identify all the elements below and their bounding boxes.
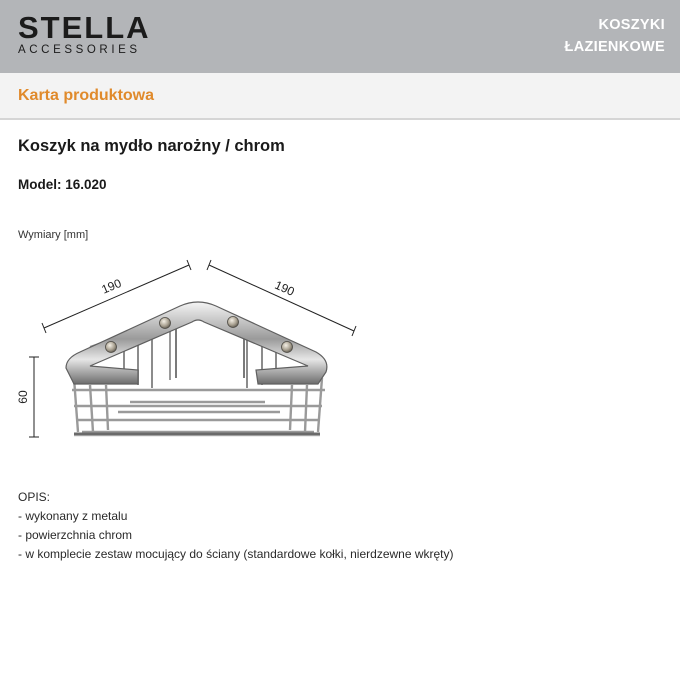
brand-subtitle: ACCESSORIES [18, 44, 141, 56]
category-label [565, 14, 665, 58]
description-item: - wykonany z metalu [18, 509, 128, 523]
subheader-bar [0, 73, 680, 120]
product-title: Koszyk na mydło narożny / chrom [18, 137, 285, 155]
dimension-line-height [29, 357, 39, 437]
category-line-1: KOSZYKI [598, 17, 665, 33]
model-value: 16.020 [65, 177, 107, 192]
basket-technical-drawing [0, 250, 680, 450]
header-bar [0, 0, 680, 73]
description-block [18, 488, 454, 564]
description-item: - powierzchnia chrom [18, 528, 133, 542]
brand-name: STELLA [18, 10, 151, 45]
brand-logo [18, 10, 151, 57]
model-line [18, 177, 107, 192]
dimension-height-value: 60 [16, 390, 30, 404]
model-label: Model: [18, 177, 62, 192]
category-line-2: ŁAZIENKOWE [564, 39, 665, 55]
dimension-left-value: 190 [99, 275, 124, 297]
dimension-right-value: 190 [272, 277, 297, 299]
description-heading: OPIS: [18, 490, 51, 504]
section-title: Karta produktowa [18, 87, 155, 104]
dimensions-label: Wymiary [mm] [18, 229, 89, 241]
description-item: - w komplecie zestaw mocujący do ściany (standardowe kołki, nierdzewne wkręty) [18, 547, 454, 561]
corner-basket-illustration [66, 302, 327, 436]
